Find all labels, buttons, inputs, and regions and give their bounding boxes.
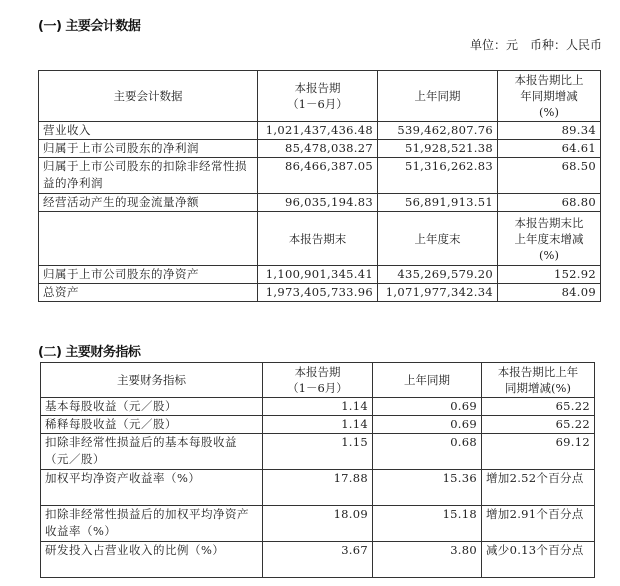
section-title-financial-indicators: (二) 主要财务指标 — [38, 345, 141, 360]
table-row — [39, 194, 601, 212]
subheader-blank — [39, 212, 258, 266]
value-change: 69.12 — [482, 434, 595, 470]
table-row — [39, 122, 601, 140]
value-current: 1,973,405,733.96 — [258, 284, 378, 302]
value-prior: 51,316,262.83 — [378, 158, 498, 194]
unit-label: 单位：元 — [469, 38, 518, 52]
row-label: 扣除非经常性损益后的基本每股收益（元／股） — [41, 434, 263, 470]
header-indicator: 主要财务指标 — [41, 363, 263, 398]
accounting-data-table — [38, 70, 601, 302]
value-change: 减少0.13个百分点 — [482, 542, 595, 578]
value-change: 68.80 — [498, 194, 601, 212]
value-prior: 435,269,579.20 — [378, 266, 498, 284]
header-change-pct — [498, 71, 601, 122]
value-current: 1,021,437,436.48 — [258, 122, 378, 140]
table-row — [39, 284, 601, 302]
value-current: 1,100,901,345.41 — [258, 266, 378, 284]
value-current: 17.88 — [263, 470, 373, 506]
currency-label: 币种：人民币 — [529, 38, 602, 52]
value-current: 86,466,387.05 — [258, 158, 378, 194]
table-row — [39, 158, 601, 194]
header-text: 同期增减(%) — [505, 381, 571, 395]
value-change: 89.34 — [498, 122, 601, 140]
row-label: 稀释每股收益（元／股） — [41, 416, 263, 434]
table-row — [41, 542, 595, 578]
value-prior: 15.36 — [373, 470, 482, 506]
header-text: 本报告期末比 — [514, 215, 584, 230]
subheader-period-end: 本报告期末 — [258, 212, 378, 266]
value-prior: 0.69 — [373, 416, 482, 434]
table-header-row — [39, 71, 601, 122]
header-text: 本报告期 — [294, 81, 341, 95]
header-metric: 主要会计数据 — [39, 71, 258, 122]
value-current: 3.67 — [263, 542, 373, 578]
header-current-period — [263, 363, 373, 398]
value-current: 1.14 — [263, 398, 373, 416]
value-current: 1.14 — [263, 416, 373, 434]
header-text: 本报告期比上 — [514, 73, 584, 87]
header-prior-period: 上年同期 — [373, 363, 482, 398]
unit-currency-line — [466, 36, 602, 53]
table-row — [41, 506, 595, 542]
header-text: 年同期增减 — [520, 89, 578, 103]
table-subheader-row — [39, 212, 601, 266]
header-text: 本报告期 — [294, 365, 341, 379]
row-label: 研发投入占营业收入的比例（%） — [41, 542, 263, 578]
value-prior: 3.80 — [373, 542, 482, 578]
header-text: （1－6月） — [287, 97, 348, 111]
table-row — [39, 140, 601, 158]
header-change-pct — [482, 363, 595, 398]
header-text: （1－6月） — [287, 381, 348, 395]
value-current: 18.09 — [263, 506, 373, 542]
value-prior: 56,891,913.51 — [378, 194, 498, 212]
row-label: 经营活动产生的现金流量净额 — [39, 194, 258, 212]
row-label: 基本每股收益（元／股） — [41, 398, 263, 416]
header-prior-period: 上年同期 — [378, 71, 498, 122]
value-change: 65.22 — [482, 416, 595, 434]
table-row — [41, 470, 595, 506]
subheader-change-pct — [498, 212, 601, 266]
value-change: 64.61 — [498, 140, 601, 158]
value-current: 1.15 — [263, 434, 373, 470]
row-label: 加权平均净资产收益率（%） — [41, 470, 263, 506]
value-change: 65.22 — [482, 398, 595, 416]
value-change: 68.50 — [498, 158, 601, 194]
header-text: (%) — [539, 105, 559, 119]
value-prior: 0.68 — [373, 434, 482, 470]
value-change: 84.09 — [498, 284, 601, 302]
value-current: 85,478,038.27 — [258, 140, 378, 158]
table-header-row — [41, 363, 595, 398]
table-row — [39, 266, 601, 284]
value-current: 96,035,194.83 — [258, 194, 378, 212]
section-title-accounting-data: (一) 主要会计数据 — [38, 19, 141, 34]
row-label: 扣除非经常性损益后的加权平均净资产收益率（%） — [41, 506, 263, 542]
header-text: 上年度末增减 — [514, 231, 584, 246]
table-row — [41, 434, 595, 470]
header-current-period — [258, 71, 378, 122]
value-change: 增加2.91个百分点 — [482, 506, 595, 542]
value-prior: 51,928,521.38 — [378, 140, 498, 158]
header-text: (%) — [539, 247, 559, 262]
row-label: 归属于上市公司股东的净利润 — [39, 140, 258, 158]
value-change: 增加2.52个百分点 — [482, 470, 595, 506]
row-label: 总资产 — [39, 284, 258, 302]
value-prior: 1,071,977,342.34 — [378, 284, 498, 302]
subheader-prior-year-end: 上年度末 — [378, 212, 498, 266]
table-row — [41, 398, 595, 416]
table-row — [41, 416, 595, 434]
header-text: 本报告期比上年 — [497, 365, 579, 379]
row-label: 归属于上市公司股东的净资产 — [39, 266, 258, 284]
financial-indicators-table — [40, 362, 595, 578]
value-prior: 15.18 — [373, 506, 482, 542]
value-prior: 0.69 — [373, 398, 482, 416]
value-prior: 539,462,807.76 — [378, 122, 498, 140]
value-change: 152.92 — [498, 266, 601, 284]
row-label: 归属于上市公司股东的扣除非经常性损益的净利润 — [39, 158, 258, 194]
row-label: 营业收入 — [39, 122, 258, 140]
